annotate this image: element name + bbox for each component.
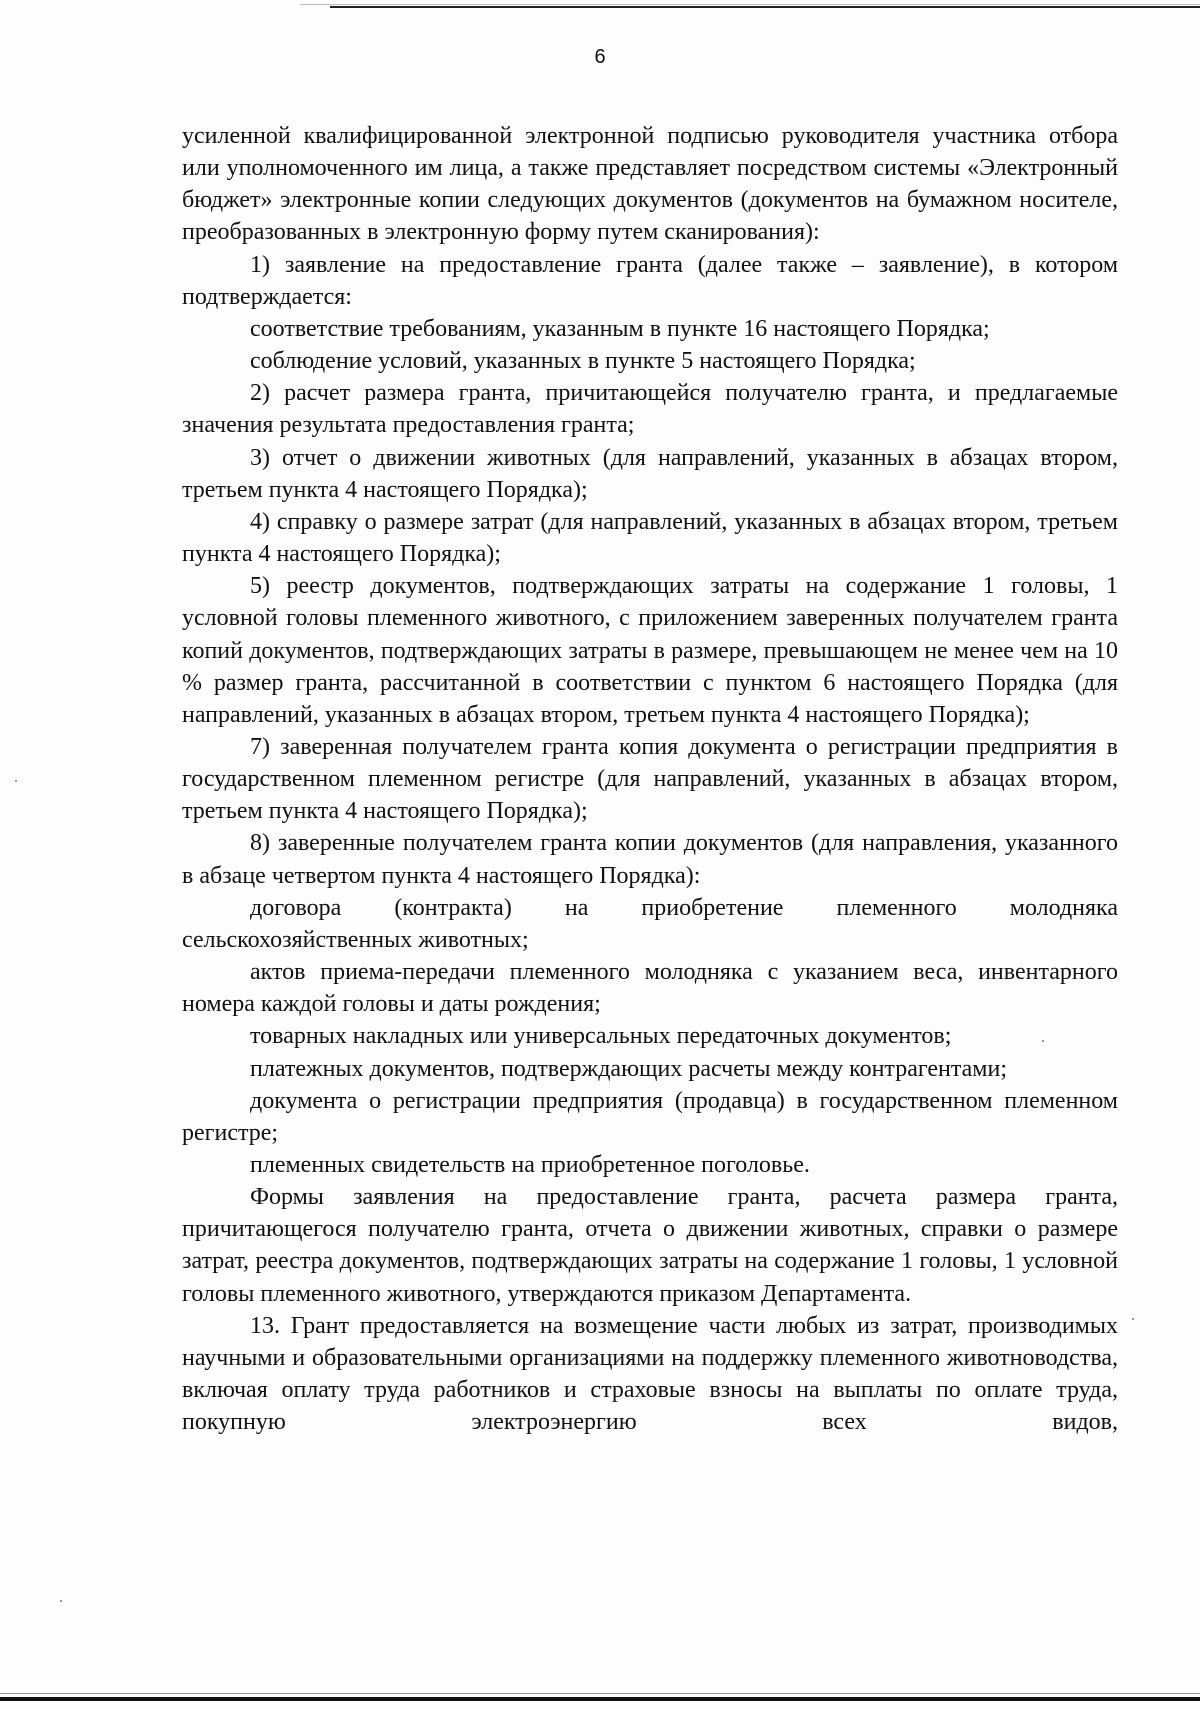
paragraph: актов приема-передачи племенного молодняка с указанием веса, инвентарного номера каждой головы и даты рождения; bbox=[182, 959, 1118, 1018]
paragraph: соблюдение условий, указанных в пункте 5 настоящего Порядка; bbox=[250, 348, 916, 375]
paragraph: 7) заверенная получателем гранта копия документа о регистрации предприятия в государственном племенном регистре (для направлений, указанных в абзацах втором, третьем пункта 4 настоящего Порядка); bbox=[182, 733, 1118, 825]
paragraph: племенных свидетельств на приобретенное поголовье. bbox=[250, 1152, 810, 1178]
scan-edge-bottom-faint bbox=[0, 1693, 1200, 1694]
scan-edge-bottom bbox=[0, 1697, 1200, 1701]
paragraph: соответствие требованиям, указанным в пункте 16 настоящего Порядка; bbox=[250, 315, 990, 342]
paragraph: Формы заявления на предоставление гранта, расчета размера гранта, причитающегося получателю гранта, отчета о движении животных, справки о размере затрат, реестра документов, подтверждающих затраты на содержание 1 головы, 1 условной головы племенного животного, утверждаются приказом Департамента. bbox=[182, 1184, 1118, 1307]
paragraph: 4) справку о размере затрат (для направлений, указанных в абзацах втором, третьем пункта 4 настоящего Порядка); bbox=[182, 508, 1118, 568]
scan-speck bbox=[1042, 1040, 1044, 1042]
scan-edge-top bbox=[330, 6, 1200, 8]
document-body bbox=[182, 120, 1118, 1438]
paragraph: 2) расчет размера гранта, причитающейся получателю гранта, и предлагаемые значения результата предоставления гранта; bbox=[182, 380, 1118, 439]
paragraph: договора (контракта) на приобретение племенного молодняка сельскохозяйственных животных; bbox=[182, 894, 1118, 953]
paragraph: 3) отчет о движении животных (для направлений, указанных в абзацах втором, третьем пункта 4 настоящего Порядка); bbox=[182, 444, 1118, 503]
paragraph: платежных документов, подтверждающих расчеты между контрагентами; bbox=[250, 1055, 1008, 1082]
paragraph: 13. Грант предоставляется на возмещение части любых из затрат, производимых научными и образовательными организациями на поддержку племенного животноводства, включая оплату труда работников и страховые взносы на выплаты по оплате труда, покупную электроэнергию всех видов, bbox=[182, 1312, 1118, 1436]
paragraph: документа о регистрации предприятия (продавца) в государственном племенном регистре; bbox=[182, 1087, 1118, 1146]
scan-speck bbox=[1132, 1318, 1134, 1320]
scan-edge-top-faint bbox=[300, 4, 1200, 5]
paragraph: 5) реестр документов, подтверждающих затраты на содержание 1 головы, 1 условной головы племенного животного, с приложением заверенных получателем гранта копий документов, подтверждающих затраты в размере, превышающем не менее чем на 10 % размер гранта, рассчитанной в соответствии с пунктом 6 настоящего Порядка (для направлений, указанных в абзацах втором, третьем пункта 4 настоящего Порядка); bbox=[182, 573, 1118, 728]
paragraph: 8) заверенные получателем гранта копии документов (для направления, указанного в абзаце четвертом пункта 4 настоящего Порядка): bbox=[182, 830, 1118, 889]
paragraph: усиленной квалифицированной электронной подписью руководителя участника отбора или уполномоченного им лица, а также представляет посредством системы «Электронный бюджет» электронные копии следующих документов (документов на бумажном носителе, преобразованных в электронную форму путем сканирования): bbox=[182, 123, 1118, 246]
page-number: 6 bbox=[594, 46, 606, 68]
scan-speck bbox=[60, 1600, 62, 1602]
scan-speck bbox=[15, 780, 17, 782]
paragraph: товарных накладных или универсальных передаточных документов; bbox=[250, 1023, 952, 1050]
paragraph: 1) заявление на предоставление гранта (далее также – заявление), в котором подтверждается: bbox=[182, 251, 1118, 310]
